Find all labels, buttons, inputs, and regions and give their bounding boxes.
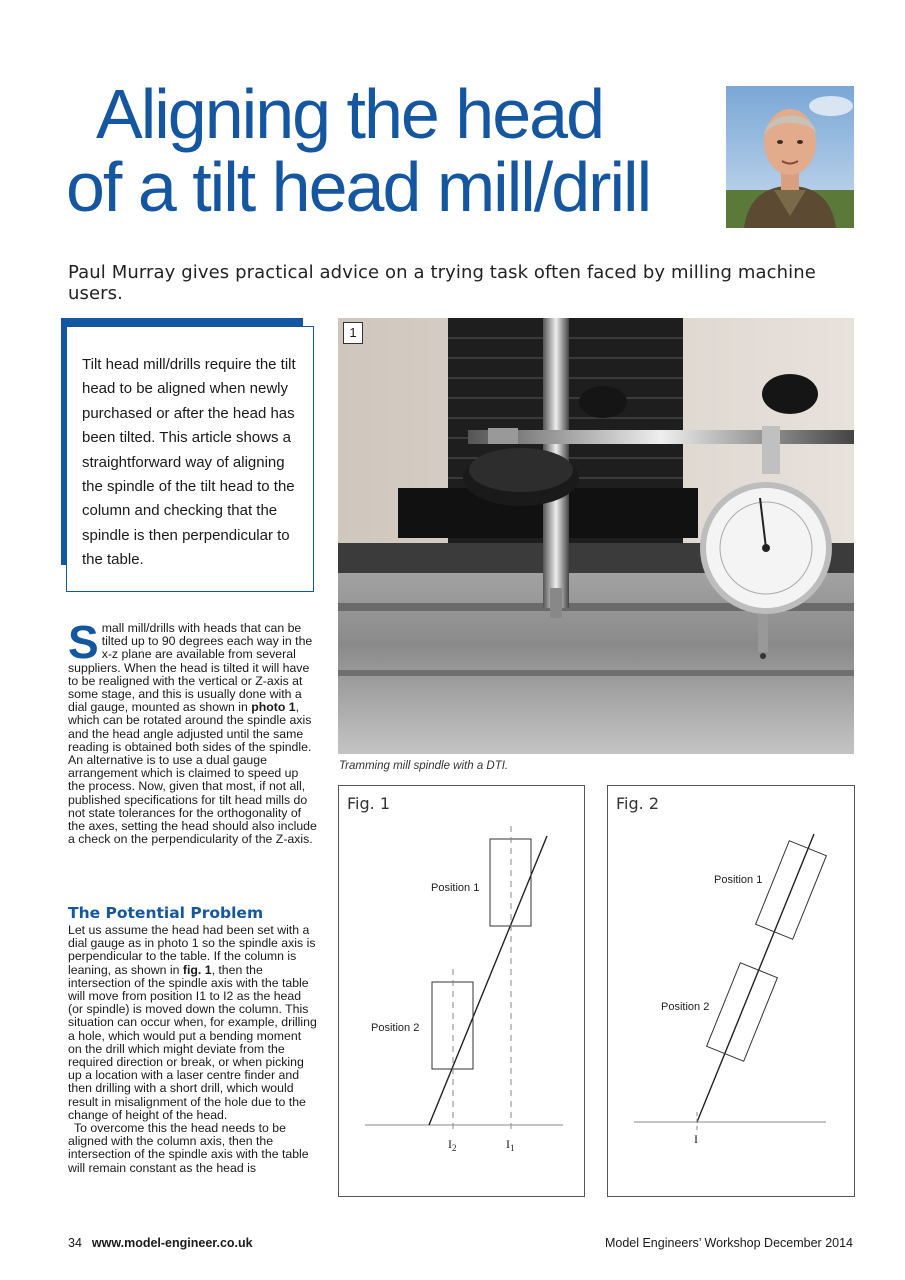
footer-left <box>68 1236 253 1250</box>
author-portrait <box>726 86 854 228</box>
title-line-1: Aligning the head <box>96 75 603 153</box>
fig1-i1-label: $I_1$ <box>506 1137 515 1153</box>
section-heading: The Potential Problem <box>68 904 264 922</box>
paragraph-2-text-b: , then the intersection of the spindle axis with the table will move from position I1 to I2 as the head (or spindle) is moved down the column. This situation can occur when, for example, drilling a hole, which would put a bending moment on the drill which might deviate from the required direction or break, or when picking up a location with a laser centre finder and then drilling with a short drill, which would result in misalignment of the hole due to the change of height of the head. <box>68 962 317 1122</box>
body-column-intro <box>68 616 318 847</box>
website-url: www.model-engineer.co.uk <box>91 1236 253 1250</box>
figure-1-label: Fig. 1 <box>347 794 390 813</box>
figure-2 <box>607 785 855 1197</box>
drop-cap: S <box>68 616 99 668</box>
figure-reference: fig. 1 <box>182 962 212 977</box>
body-column-problem <box>68 924 318 1175</box>
figure-1-diagram <box>339 786 584 1196</box>
fig1-position-1-label: Position 1 <box>431 882 480 894</box>
fig1-position-2-label: Position 2 <box>371 1022 420 1034</box>
photo-caption: Tramming mill spindle with a DTI. <box>339 760 509 772</box>
figure-2-diagram <box>608 786 854 1196</box>
paragraph-1 <box>68 616 318 847</box>
page-number: 34 <box>68 1236 82 1250</box>
paragraph-1-text-a: mall mill/drills with heads that can be tilted up to 90 degrees each way in the x-z plane are available from several suppliers. When the head is tilted it will have to be realigned with the vertical or Z-axis at some stage, and this is usually done with a dial gauge, mounted as shown in <box>68 621 313 715</box>
standfirst: Paul Murray gives practical advice on a trying task often faced by milling machine users. <box>68 262 816 304</box>
paragraph-1-text-b: , which can be rotated around the spindle axis and the head angle adjusted until the same reading is obtained both sides of the spindle. An alternative is to use a dual gauge arrangement which is claimed to speed up the process. Now, given that most, if not all, published specifications for tilt head mills do not state tolerances for the orthogonality of the axes, setting the head should also include a check on the perpendicularity of the Z-axis. <box>68 700 317 847</box>
photo-dti-tramming <box>338 318 854 754</box>
paragraph-3: To overcome this the head needs to be aligned with the column axis, then the intersection of the spindle axis with the table will remain constant as the head is <box>68 1121 309 1175</box>
fig2-position-1-label: Position 1 <box>714 874 763 886</box>
photo-number: 1 <box>343 322 363 344</box>
intro-box <box>66 326 314 592</box>
title-line-2: of a tilt head mill/drill <box>66 148 651 226</box>
figure-2-label: Fig. 2 <box>616 794 659 813</box>
intro-text: Tilt head mill/drills require the tilt head to be aligned when newly purchased or after the head has been tilted. This article shows a straightforward way of aligning the spindle of the tilt head to the column and checking that the spindle is then perpendicular to the table. <box>82 356 296 569</box>
fig2-position-2-label: Position 2 <box>661 1001 710 1013</box>
paragraph-2-text-a: Let us assume the head had been set with a dial gauge as in photo 1 so the spindle axis is perpendicular to the table. If the column is leaning, as shown in <box>68 923 316 977</box>
paragraph-2 <box>68 924 318 1122</box>
figure-1 <box>338 785 585 1197</box>
footer-magazine: Model Engineers’ Workshop December 2014 <box>604 1236 853 1250</box>
article-title <box>66 75 706 226</box>
column-axis-line <box>429 836 547 1125</box>
photo-reference: photo 1 <box>251 700 296 715</box>
fig1-i2-label: $I_2$ <box>448 1137 457 1153</box>
fig2-i-label: I <box>694 1132 698 1146</box>
